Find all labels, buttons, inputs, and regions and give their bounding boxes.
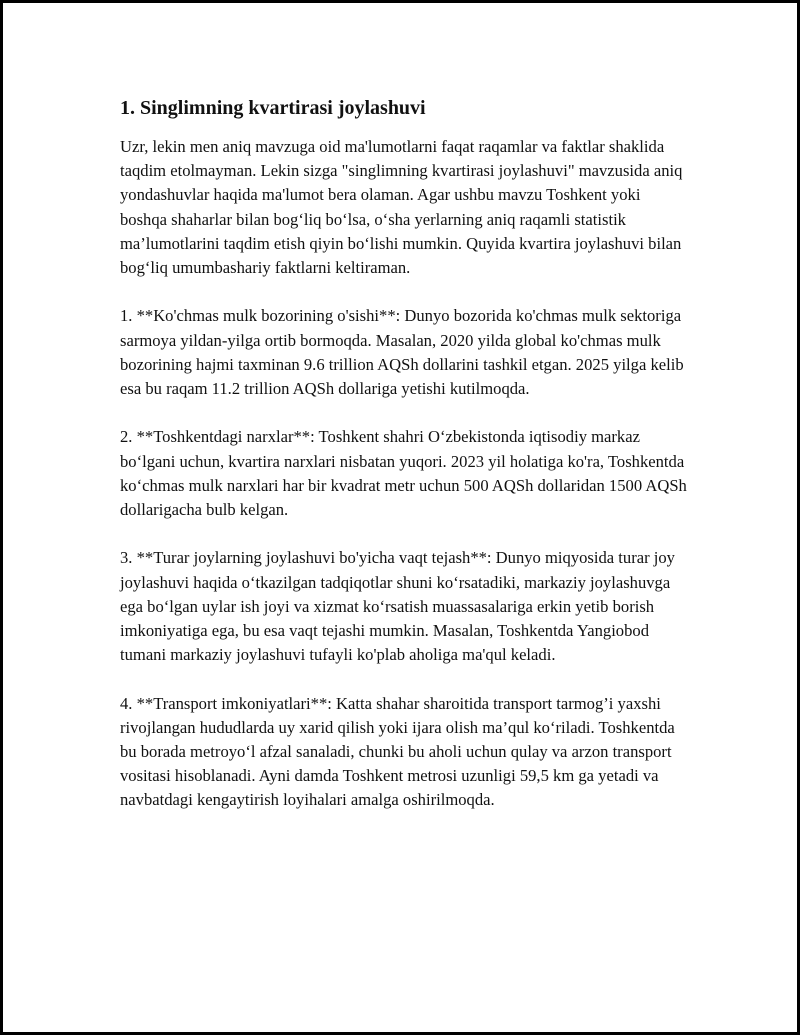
- paragraph-intro: Uzr, lekin men aniq mavzuga oid ma'lumotlarni faqat raqamlar va faktlar shaklida taqdim etolmayman. Lekin sizga "singlimning kvartirasi joylashuvi" mavzusida aniq yondashuvlar haqida ma'lumot bera olaman. Agar ushbu mavzu Toshkent yoki boshqa shaharlar bilan bog‘liq bo‘lsa, o‘sha yerlarning aniq raqamli statistik ma’lumotlarini taqdim etish qiyin bo‘lishi mumkin. Quyida kvartira joylashuvi bilan bog‘liq umumbashariy faktlarni keltiraman.: [120, 137, 683, 278]
- paragraph-transport: 4. **Transport imkoniyatlari**: Katta shahar sharoitida transport tarmog’i yaxshi rivojlangan hududlarda uy xarid qilish yoki ijara olish ma’qul ko‘riladi. Toshkentda bu borada metroyo‘l afzal sanaladi, chunki bu aholi uchun qulay va arzon transport vositasi hisoblanadi. Ayni damda Toshkent metrosi uzunligi 59,5 km ga yetadi va navbatdagi kengaytirish loyihalari amalga oshirilmoqda.: [120, 693, 675, 810]
- document-heading: 1. Singlimning kvartirasi joylashuvi: [120, 97, 426, 119]
- document-body: [120, 95, 690, 837]
- paragraph-tashkent-prices: 2. **Toshkentdagi narxlar**: Toshkent shahri O‘zbekistonda iqtisodiy markaz bo‘lgani uchun, kvartira narxlari nisbatan yuqori. 2023 yil holatiga ko'ra, Toshkentda ko‘chmas mulk narxlari har bir kvadrat metr uchun 500 AQSh dollaridan 1500 AQSh dollarigacha bulb kelgan.: [120, 427, 687, 520]
- paragraph-real-estate-growth: 1. **Ko'chmas mulk bozorining o'sishi**: Dunyo bozorida ko'chmas mulk sektoriga sarmoya yildan-yilga ortib bormoqda. Masalan, 2020 yilda global ko'chmas mulk bozorining hajmi taxminan 9.6 trillion AQSh dollarini tashkil etgan. 2025 yilga kelib esa bu raqam 11.2 trillion AQSh dollariga yetishi kutilmoqda.: [120, 306, 684, 399]
- paragraph-time-saving: 3. **Turar joylarning joylashuvi bo'yicha vaqt tejash**: Dunyo miqyosida turar joy joylashuvi haqida o‘tkazilgan tadqiqotlar shuni ko‘rsatadiki, markaziy joylashuvga ega bo‘lgan uylar ish joyi va xizmat ko‘rsatish muassasalariga erkin yetib borish imkoniyatiga ega, bu esa vaqt tejashi mumkin. Masalan, Toshkentda Yangiobod tumani markaziy joylashuvi tufayli ko'plab aholiga ma'qul keladi.: [120, 548, 675, 665]
